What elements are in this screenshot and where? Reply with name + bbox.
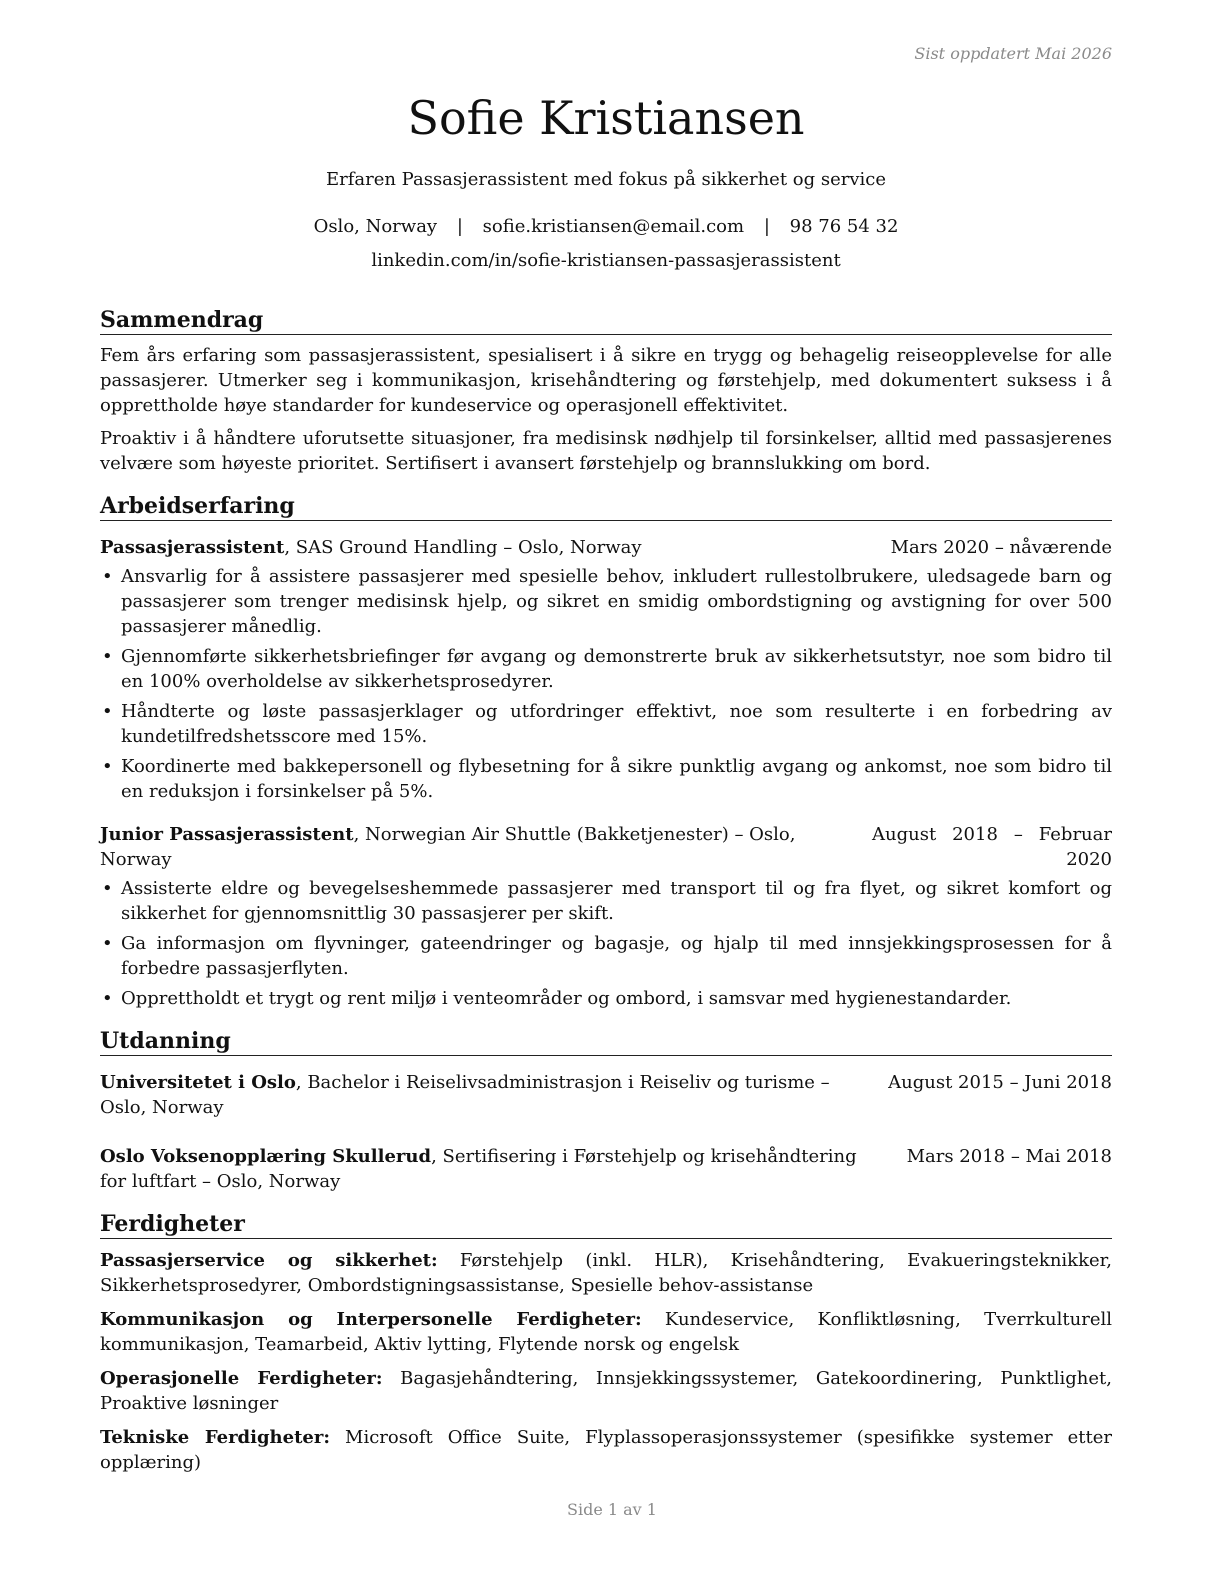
job-header <box>100 822 1112 872</box>
summary-section <box>100 306 1112 476</box>
separator: | <box>456 216 463 237</box>
contact-line-1 <box>100 210 1112 244</box>
job-bullets <box>100 876 1112 1011</box>
skill-values: Kundeservice, Konfliktløsning, Tverrkulturell kommunikasjon, Teamarbeid, Aktiv lytting, Flytende norsk og engelsk <box>100 1309 1112 1355</box>
education-entry <box>100 1144 1112 1194</box>
bullet-icon: • <box>102 933 113 954</box>
list-item: • Ga informasjon om flyvninger, gateendringer og bagasje, og hjalp til med innsjekkingsprosessen for å forbedre passasjerflyten. <box>102 933 1112 979</box>
last-updated: Sist oppdatert Mai 2026 <box>914 44 1112 63</box>
education-dates: August 2015 – Juni 2018 <box>888 1072 1112 1093</box>
job-bullets <box>100 564 1112 804</box>
skill-values: Bagasjehåndtering, Innsjekkingssystemer, Gatekoordinering, Punktlighet, Proaktive løsninger <box>100 1368 1113 1414</box>
list-item: • Gjennomførte sikkerhetsbriefinger før avgang og demonstrerte bruk av sikkerhetsutstyr, noe som bidro til en 100% overholdelse av sikkerhetsprosedyrer. <box>102 646 1112 692</box>
education-details: , Sertifisering i Førstehjelp og krisehåndtering for luftfart – Oslo, Norway <box>100 1146 857 1192</box>
skill-values: Førstehjelp (inkl. HLR), Krisehåndtering, Evakueringsteknikker, Sikkerhetsprosedyrer, Ombordstigningsassistanse, Spesielle behov-assistanse <box>100 1250 1112 1296</box>
candidate-name: Sofie Kristiansen <box>407 91 805 145</box>
list-item: • Håndterte og løste passasjerklager og utfordringer effektivt, noe som resulterte i en forbedring av kundetilfredshetsscore med 15%. <box>102 701 1112 747</box>
school-name: Oslo Voksenopplæring Skullerud <box>100 1146 432 1167</box>
job-role: Junior Passasjerassistent <box>100 824 354 845</box>
job-details: , SAS Ground Handling – Oslo, Norway <box>284 537 642 558</box>
skills-section <box>100 1210 1112 1475</box>
list-item: • Assisterte eldre og bevegelseshemmede passasjerer med transport til og fra flyet, og sikret komfort og sikkerhet for gjennomsnittlig 30 passasjerer per skift. <box>102 878 1112 924</box>
school-name: Universitetet i Oslo <box>100 1072 296 1093</box>
linkedin-link[interactable]: linkedin.com/in/sofie-kristiansen-passasjerassistent <box>371 250 841 271</box>
skill-label: Kommunikasjon og Interpersonelle Ferdigheter: <box>100 1309 642 1330</box>
summary-paragraph: Fem års erfaring som passasjerassistent, spesialisert i å sikre en trygg og behagelig reiseopplevelse for alle passasjerer. Utmerker seg i kommunikasjon, krisehåndtering og førstehjelp, med dokumentert suksess i å opprettholde høye standarder for kundeservice og operasjonell effektivitet. <box>100 345 1112 416</box>
bullet-icon: • <box>102 878 113 899</box>
bullet-icon: • <box>102 701 113 722</box>
job-header <box>100 535 1112 560</box>
bullet-icon: • <box>102 756 113 777</box>
page-number: Side 1 av 1 <box>567 1500 657 1519</box>
contact-info <box>100 210 1112 278</box>
job-details: , Norwegian Air Shuttle (Bakketjenester) – Oslo, Norway <box>100 824 796 870</box>
skill-label: Tekniske Ferdigheter: <box>100 1427 330 1448</box>
bullet-icon: • <box>102 566 113 587</box>
skill-values: Microsoft Office Suite, Flyplassoperasjonssystemer (spesifikke systemer etter opplæring) <box>100 1427 1112 1473</box>
education-entry <box>100 1070 1112 1120</box>
job-dates: August 2018 – Februar 2020 <box>872 824 1112 870</box>
skill-group <box>100 1366 1112 1416</box>
education-section <box>100 1027 1112 1194</box>
section-title-summary: Sammendrag <box>100 306 1112 335</box>
skill-group <box>100 1425 1112 1475</box>
education-dates: Mars 2018 – Mai 2018 <box>906 1146 1112 1167</box>
job-role: Passasjerassistent <box>100 537 285 558</box>
job-dates: Mars 2020 – nåværende <box>890 537 1112 558</box>
bullet-icon: • <box>102 988 113 1009</box>
job-entry <box>100 535 1112 804</box>
skill-label: Operasjonelle Ferdigheter: <box>100 1368 383 1389</box>
section-title-education: Utdanning <box>100 1027 1112 1056</box>
section-title-experience: Arbeidserfaring <box>100 492 1112 521</box>
section-title-skills: Ferdigheter <box>100 1210 1112 1239</box>
summary-paragraph: Proaktiv i å håndtere uforutsette situasjoner, fra medisinsk nødhjelp til forsinkelser, alltid med passasjerenes velvære som høyeste prioritet. Sertifisert i avansert førstehjelp og brannslukking om bord. <box>100 428 1112 474</box>
phone: 98 76 54 32 <box>789 216 899 237</box>
skill-group <box>100 1307 1112 1357</box>
tagline: Erfaren Passasjerassistent med fokus på sikkerhet og service <box>325 169 887 190</box>
bullet-icon: • <box>102 646 113 667</box>
education-details: , Bachelor i Reiselivsadministrasjon i Reiseliv og turisme – Oslo, Norway <box>100 1072 830 1118</box>
email-link[interactable]: sofie.kristiansen@email.com <box>482 216 745 237</box>
skill-label: Passasjerservice og sikkerhet: <box>100 1250 438 1271</box>
skill-group <box>100 1248 1112 1298</box>
job-entry <box>100 822 1112 1011</box>
experience-section <box>100 492 1112 1011</box>
list-item: • Koordinerte med bakkepersonell og flybesetning for å sikre punktlig avgang og ankomst, noe som bidro til en reduksjon i forsinkelser på 5%. <box>102 756 1112 802</box>
list-item: • Opprettholdt et trygt og rent miljø i venteområder og ombord, i samsvar med hygienestandarder. <box>102 988 1012 1009</box>
list-item: • Ansvarlig for å assistere passasjerer med spesielle behov, inkludert rullestolbrukere, uledsagede barn og passasjerer som trenger medisinsk hjelp, og sikret en smidig ombordstigning og avstigning for over 500 passasjerer månedlig. <box>102 566 1112 637</box>
separator: | <box>763 216 770 237</box>
resume-page <box>100 0 1112 1475</box>
location: Oslo, Norway <box>313 216 438 237</box>
